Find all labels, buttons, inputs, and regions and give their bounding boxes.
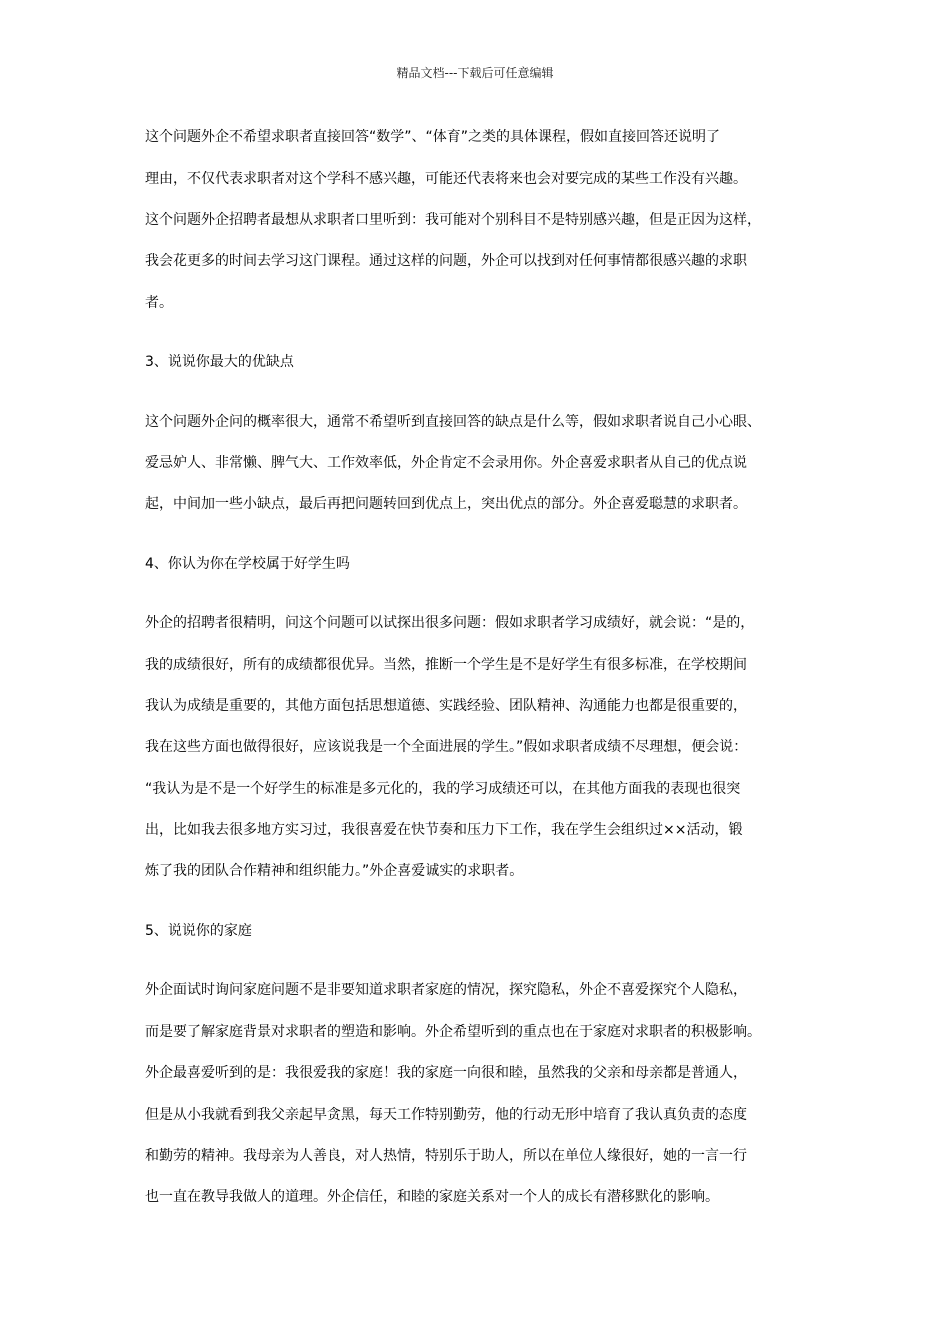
paragraph-line: 理由，不仅代表求职者对这个学科不感兴趣，可能还代表将来也会对要完成的某些工作没有兴趣。 bbox=[145, 171, 747, 187]
paragraph-line: 这个问题外企不希望求职者直接回答“数学”、“体育”之类的具体课程，假如直接回答还说明了 bbox=[145, 129, 721, 145]
paragraph-line: 我认为成绩是重要的，其他方面包括思想道德、实践经验、团队精神、沟通能力也都是很重要的， bbox=[145, 698, 747, 714]
paragraph-line: 爱忌妒人、非常懒、脾气大、工作效率低，外企肯定不会录用你。外企喜爱求职者从自己的优点说 bbox=[145, 455, 747, 471]
paragraph-line: 者。 bbox=[145, 295, 173, 311]
paragraph-line: 也一直在教导我做人的道理。外企信任，和睦的家庭关系对一个人的成长有潜移默化的影响。 bbox=[145, 1189, 719, 1205]
paragraph-line: 外企的招聘者很精明，问这个问题可以试探出很多问题：假如求职者学习成绩好，就会说：“是的， bbox=[145, 615, 755, 631]
paragraph-line: 这个问题外企问的概率很大，通常不希望听到直接回答的缺点是什么等，假如求职者说自己小心眼、 bbox=[145, 414, 761, 430]
page-header: 精品文档---下载后可任意编辑 bbox=[396, 66, 554, 80]
paragraph-line: “我认为是不是一个好学生的标准是多元化的，我的学习成绩还可以，在其他方面我的表现也很突 bbox=[145, 781, 741, 797]
paragraph-line: 外企最喜爱听到的是：我很爱我的家庭！我的家庭一向很和睦，虽然我的父亲和母亲都是普通人， bbox=[145, 1065, 747, 1081]
paragraph-line: 出，比如我去很多地方实习过，我很喜爱在快节奏和压力下工作，我在学生会组织过××活动，锻 bbox=[145, 822, 743, 838]
paragraph-line: 起，中间加一些小缺点，最后再把问题转回到优点上，突出优点的部分。外企喜爱聪慧的求职者。 bbox=[145, 496, 747, 512]
paragraph-line: 和勤劳的精神。我母亲为人善良，对人热情，特别乐于助人，所以在单位人缘很好，她的一言一行 bbox=[145, 1148, 747, 1164]
section-heading: 3、说说你最大的优缺点 bbox=[145, 354, 294, 370]
paragraph-line: 这个问题外企招聘者最想从求职者口里听到：我可能对个别科目不是特别感兴趣，但是正因为这样， bbox=[145, 212, 761, 228]
paragraph-line: 我在这些方面也做得很好，应该说我是一个全面进展的学生。”假如求职者成绩不尽理想，便会说： bbox=[145, 739, 748, 755]
section-heading: 4、你认为你在学校属于好学生吗 bbox=[145, 556, 350, 572]
section-heading: 5、说说你的家庭 bbox=[145, 923, 252, 939]
paragraph-line: 但是从小我就看到我父亲起早贪黑，每天工作特别勤劳，他的行动无形中培育了我认真负责的态度 bbox=[145, 1107, 747, 1123]
paragraph-line: 外企面试时询问家庭问题不是非要知道求职者家庭的情况，探究隐私，外企不喜爱探究个人隐私， bbox=[145, 982, 747, 998]
paragraph-line: 我会花更多的时间去学习这门课程。通过这样的问题，外企可以找到对任何事情都很感兴趣的求职 bbox=[145, 253, 747, 269]
paragraph-line: 我的成绩很好，所有的成绩都很优异。当然，推断一个学生是不是好学生有很多标准，在学校期间 bbox=[145, 657, 747, 673]
paragraph-line: 炼了我的团队合作精神和组织能力。”外企喜爱诚实的求职者。 bbox=[145, 863, 524, 879]
paragraph-line: 而是要了解家庭背景对求职者的塑造和影响。外企希望听到的重点也在于家庭对求职者的积极影响。 bbox=[145, 1024, 761, 1040]
